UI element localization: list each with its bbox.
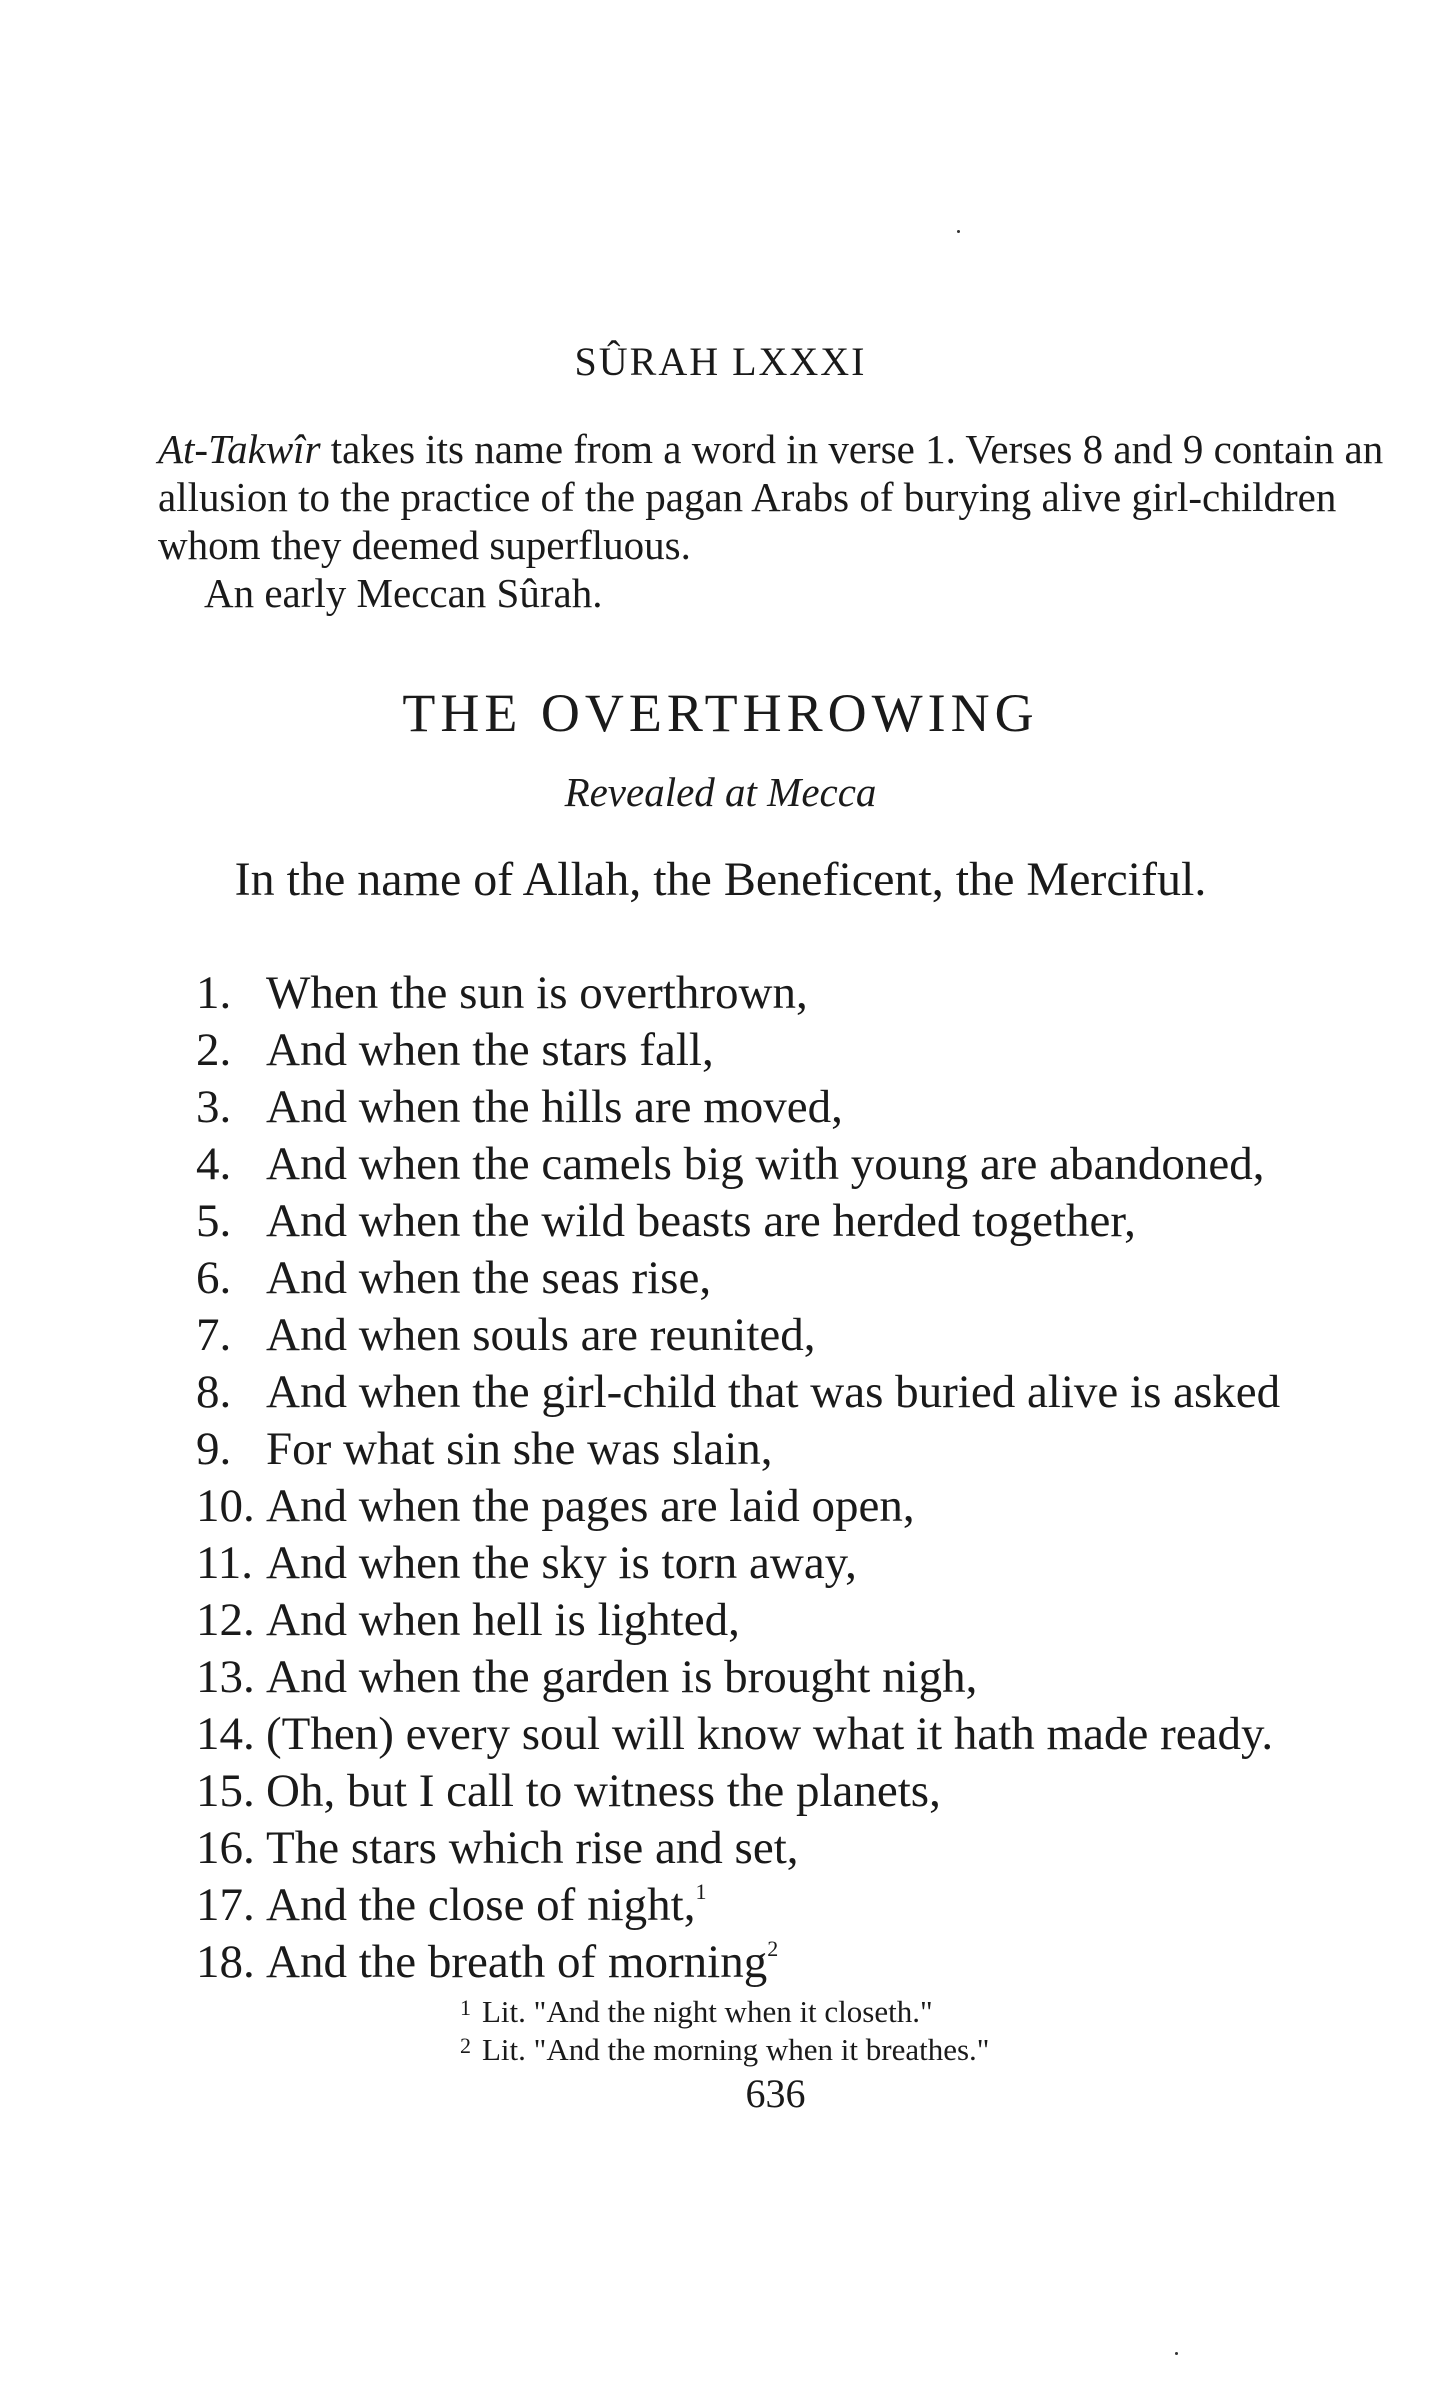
footnote-text: Lit. "And the morning when it breathes." [482, 2032, 990, 2067]
ink-speck [1175, 2352, 1178, 2355]
verse-text: And when souls are reunited, [266, 1309, 816, 1361]
footnote-text: Lit. "And the night when it closeth." [482, 1994, 933, 2029]
verse-number: 16. [196, 1822, 255, 1874]
verse-number: 6. [196, 1252, 232, 1304]
verse-text: And when the stars fall, [266, 1024, 714, 1076]
invocation: In the name of Allah, the Beneficent, the Merciful. [234, 853, 1207, 906]
verse [196, 1193, 1426, 1250]
verse-number: 5. [196, 1195, 232, 1247]
verse-number: 1. [196, 967, 232, 1019]
verse [196, 1421, 1426, 1478]
verse-number: 13. [196, 1651, 255, 1703]
intro-paragraph [158, 425, 1418, 617]
verse-number: 2. [196, 1024, 232, 1076]
ink-speck [957, 230, 960, 233]
page-number: 636 [745, 2071, 806, 2116]
verse-text: And when the girl-child that was buried alive is asked [266, 1366, 1281, 1418]
verse-number: 8. [196, 1366, 232, 1418]
verse-text: For what sin she was slain, [266, 1423, 773, 1475]
verse-number: 12. [196, 1594, 255, 1646]
verse-list [196, 965, 1426, 1991]
verse-number: 14. [196, 1708, 255, 1760]
verse-text: And when the seas rise, [266, 1252, 712, 1304]
verse [196, 1535, 1426, 1592]
verse [196, 1250, 1426, 1307]
verse-text: And when the camels big with young are abandoned, [266, 1138, 1265, 1190]
verse-text: And the close of night, [266, 1879, 696, 1931]
verse [196, 1022, 1426, 1079]
verse-number: 15. [196, 1765, 255, 1817]
verse [196, 1877, 1426, 1934]
footnote-reference: 1 [695, 1879, 707, 1904]
verse [196, 1706, 1426, 1763]
verse [196, 1934, 1426, 1991]
verse-text: And when the sky is torn away, [266, 1537, 857, 1589]
verse-number: 11. [196, 1537, 254, 1589]
verse-text: And when the garden is brought nigh, [266, 1651, 978, 1703]
verse-number: 10. [196, 1480, 255, 1532]
verse-number: 18. [196, 1936, 255, 1988]
intro-body: takes its name from a word in verse 1. Verses 8 and 9 contain an allusion to the practice of the pagan Arabs of burying alive girl-children whom they deemed superfluous. [158, 426, 1384, 568]
verse-number: 4. [196, 1138, 232, 1190]
footnote-reference: 2 [767, 1936, 779, 1961]
footnote-mark: 2 [460, 2033, 471, 2058]
footnote [460, 2031, 1260, 2069]
verse-text: And when the pages are laid open, [266, 1480, 915, 1532]
intro-text [158, 425, 1418, 569]
verse-text: The stars which rise and set, [266, 1822, 799, 1874]
footnote-mark: 1 [460, 1995, 471, 2020]
verse-number: 7. [196, 1309, 232, 1361]
verse-text: (Then) every soul will know what it hath made ready. [266, 1708, 1274, 1760]
verse-text: When the sun is overthrown, [266, 967, 808, 1019]
verse [196, 1307, 1426, 1364]
chapter-title: THE OVERTHROWING [402, 683, 1039, 743]
verse-text: And when the wild beasts are herded together, [266, 1195, 1136, 1247]
verse-text: And the breath of morning [266, 1936, 768, 1988]
verse-number: 9. [196, 1423, 232, 1475]
verse [196, 1478, 1426, 1535]
verse [196, 1763, 1426, 1820]
verse [196, 1820, 1426, 1877]
verse [196, 965, 1426, 1022]
verse-text: And when the hills are moved, [266, 1081, 843, 1133]
intro-period-note: An early Meccan Sûrah. [204, 570, 603, 616]
verse [196, 1364, 1426, 1421]
verse-number: 3. [196, 1081, 232, 1133]
footnotes [460, 1993, 1260, 2069]
verse [196, 1136, 1426, 1193]
surah-heading: SÛRAH LXXXI [574, 339, 867, 384]
verse-text: Oh, but I call to witness the planets, [266, 1765, 941, 1817]
footnote [460, 1993, 1260, 2031]
verse [196, 1079, 1426, 1136]
verse-text: And when hell is lighted, [266, 1594, 740, 1646]
revelation-place: Revealed at Mecca [564, 769, 877, 815]
verse [196, 1649, 1426, 1706]
surah-name-italic: At-Takwîr [158, 426, 321, 472]
verse [196, 1592, 1426, 1649]
verse-number: 17. [196, 1879, 255, 1931]
